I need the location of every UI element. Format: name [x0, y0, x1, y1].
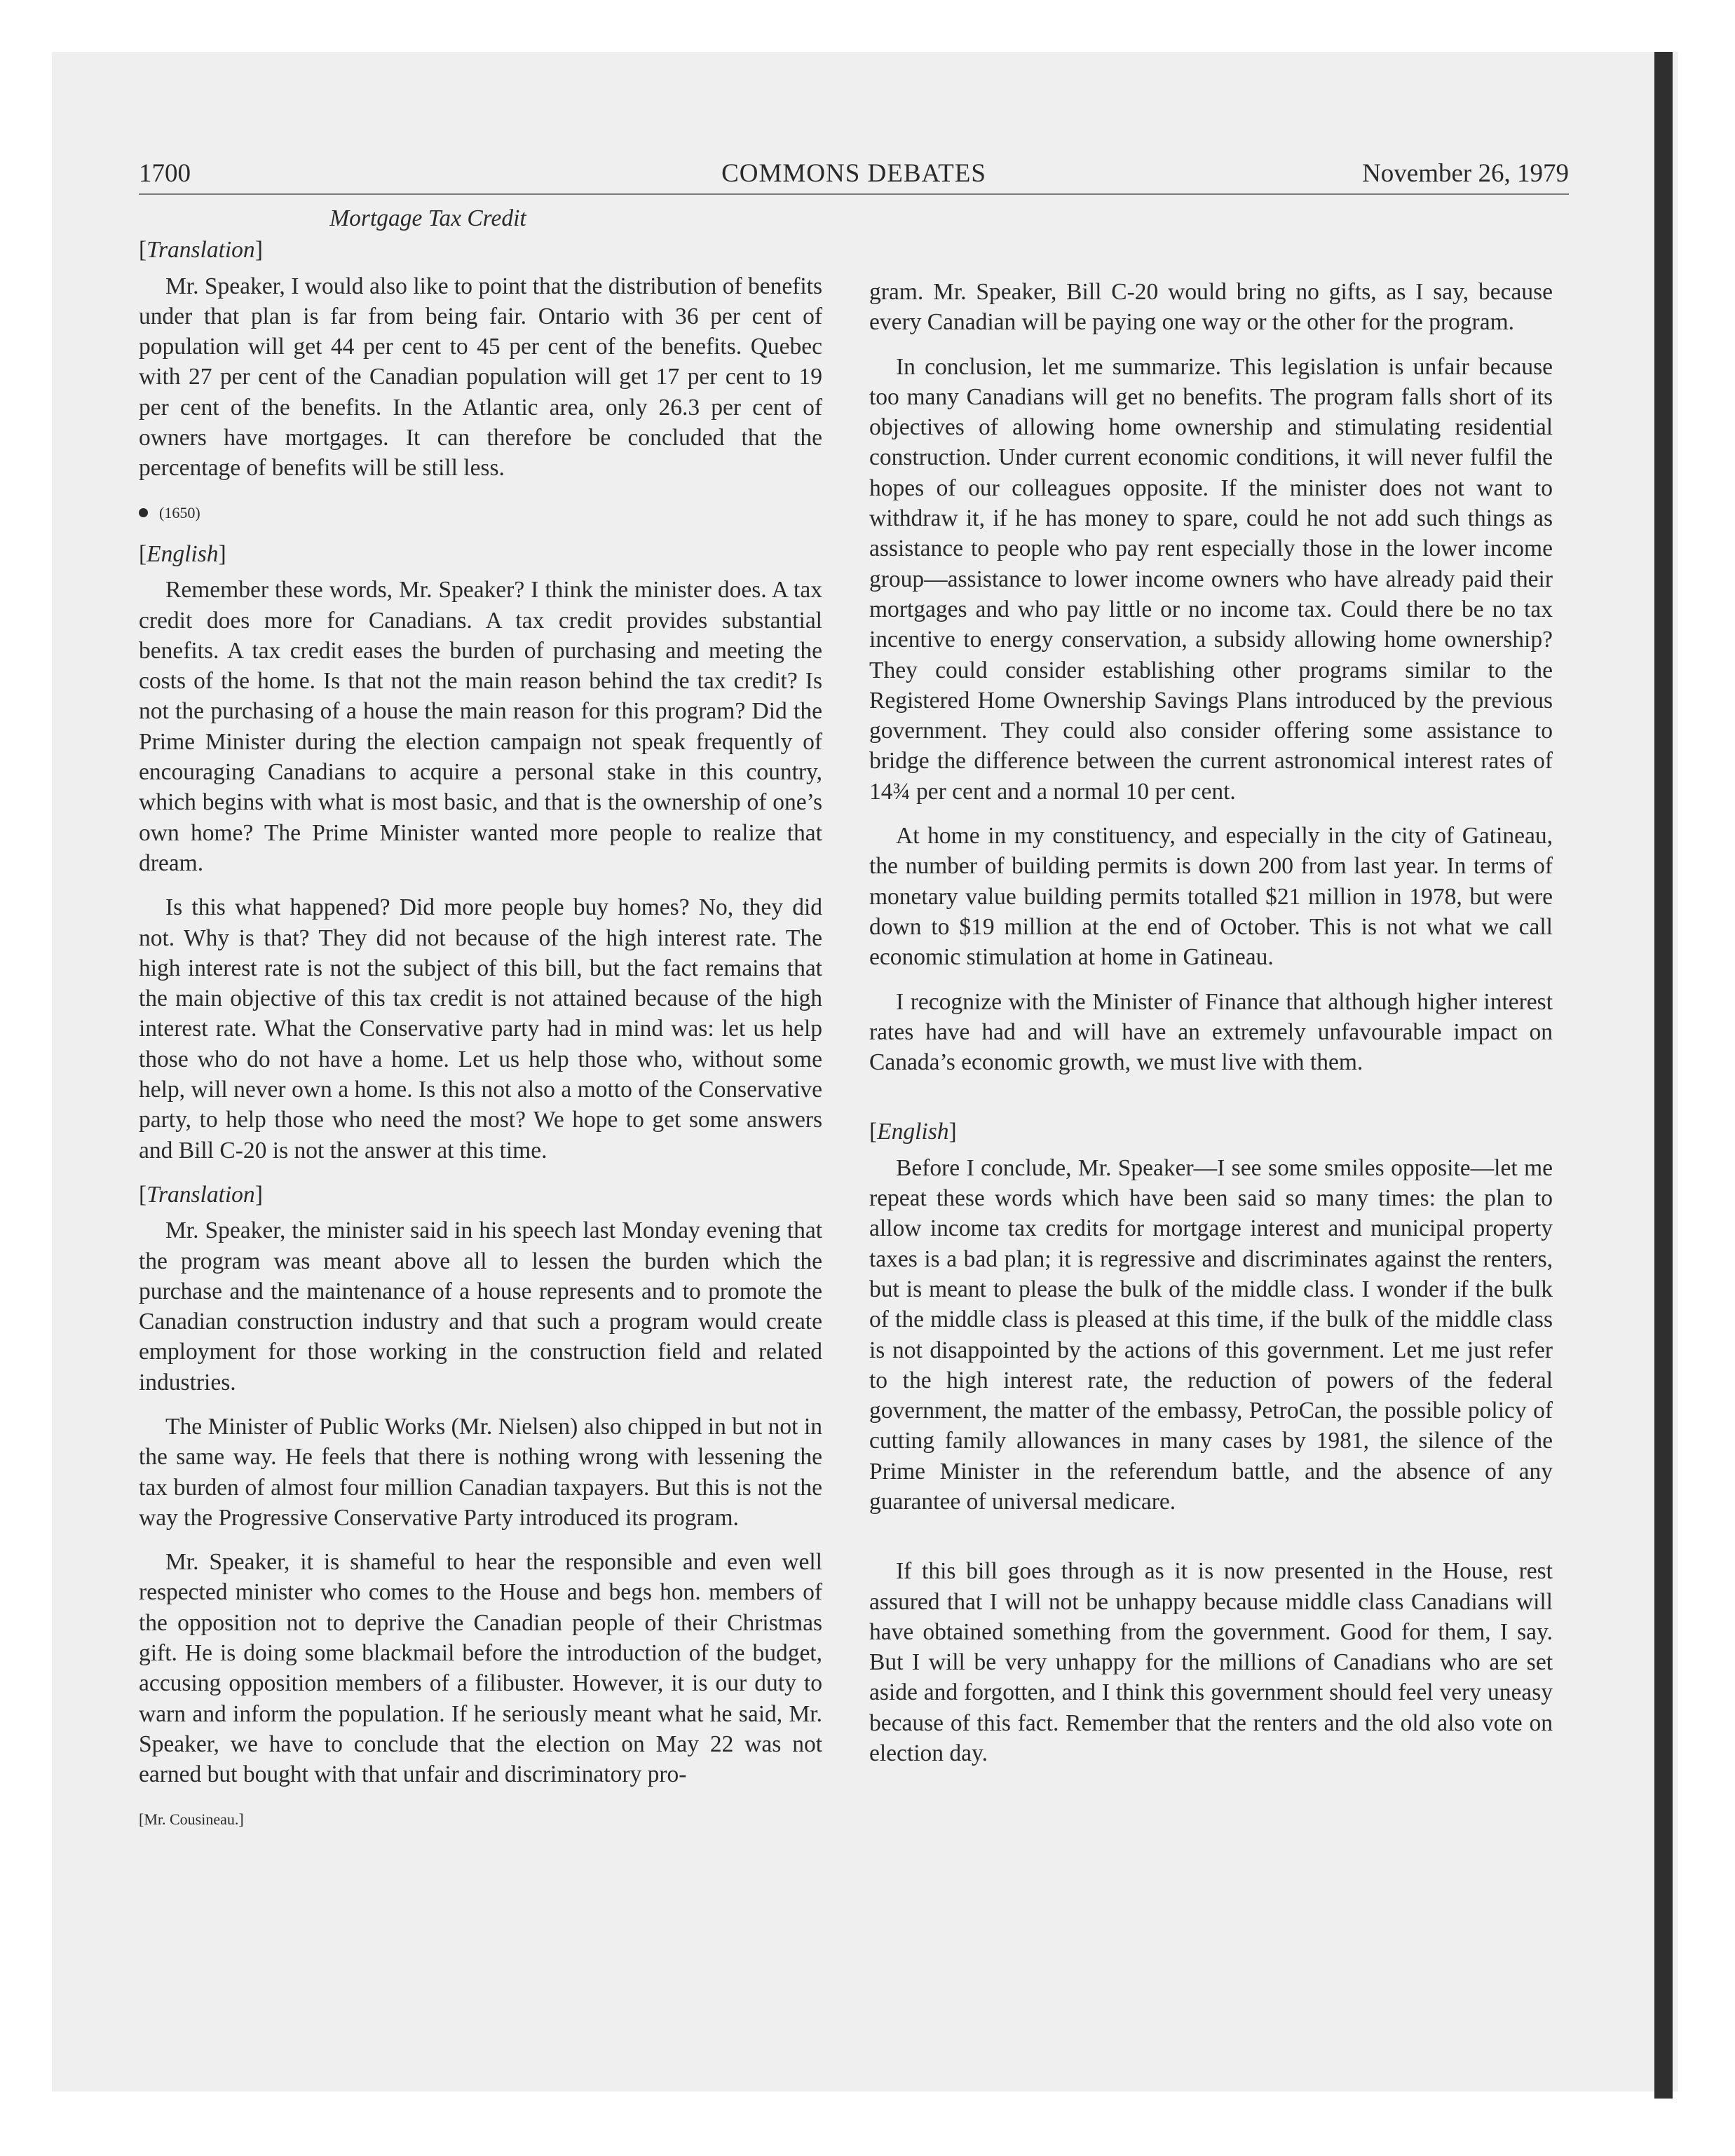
bullet-icon — [139, 508, 148, 517]
paragraph: Mr. Speaker, I would also like to point that the distribution of benefits under that plan is far from being fair. Ontario with 36 per cent of population will get 44 per cent to 45 per cent of the benefits. Quebec with 27 per cent of the Canadian population will get 17 per cent to 19 per cent of the benefits. In the Atlantic area, only 26.3 per cent of owners have mortgages. It can therefore be concluded that the percentage of benefits will be still less. — [139, 273, 822, 482]
time-marker — [139, 498, 822, 528]
left-column — [139, 203, 822, 1834]
language-tag: [English] — [869, 1119, 957, 1145]
language-tag: [English] — [139, 540, 226, 567]
paragraph: The Minister of Public Works (Mr. Nielsen) also chipped in but not in the same way. He feels that there is nothing wrong with lessening the tax burden of almost four million Canadian taxpayers. But this is not the way the Progressive Conservative Party introduced its program. — [139, 1413, 822, 1531]
section-subheading: Mortgage Tax Credit — [329, 205, 526, 231]
right-column — [869, 277, 1553, 1782]
language-tag-text: English — [877, 1119, 949, 1145]
page-number: 1700 — [139, 159, 191, 188]
paragraph: I recognize with the Minister of Finance that although higher interest rates have had and will have an extremely unfavourable impact on Canada’s economic growth, we must live with them. — [869, 988, 1553, 1076]
language-tag-text: Translation — [147, 1181, 255, 1208]
paragraph: Mr. Speaker, it is shameful to hear the responsible and even well respected minister who comes to the House and begs hon. members of the opposition not to deprive the Canadian people of their Christmas gift. He is doing some blackmail before the introduction of the budget, accusing opposition members of a filibuster. However, it is our duty to warn and inform the population. If he seriously meant what he said, Mr. Speaker, we have to conclude that the election on May 22 was not earned but bought with that unfair and discriminatory pro- — [139, 1549, 822, 1788]
page-header — [139, 158, 1569, 195]
page-date: November 26, 1979 — [1362, 159, 1569, 188]
paragraph: At home in my constituency, and especially in the city of Gatineau, the number of building permits is down 200 from last year. In terms of monetary value building permits totalled $21 million in 1978, but were down to $19 million at the end of October. This is not what we call economic stimulation at home in Gatineau. — [869, 823, 1553, 971]
paragraph: Remember these words, Mr. Speaker? I think the minister does. A tax credit does more for Canadians. A tax credit provides substantial benefits. A tax credit eases the burden of purchasing and meeting the costs of the home. Is that not the main reason behind the tax credit? Is not the purchasing of a house the main reason for this program? Did the Prime Minister during the election campaign not speak frequently of encouraging Canadians to acquire a personal stake in this country, which begins with what is most basic, and that is the ownership of one’s own home? The Prime Minister wanted more people to realize that dream. — [139, 577, 822, 876]
paragraph: Is this what happened? Did more people buy homes? No, they did not. Why is that? They did not because of the high interest rate. The high interest rate is not the subject of this bill, but the fact remains that the main objective of this tax credit is not attained because of the high interest rate. What the Conservative party had in mind was: let us help those who do not have a home. Let us help those who, without some help, will never own a home. Is this not also a motto of the Conservative party, to help those who need the most? We hope to get some answers and Bill C-20 is not the answer at this time. — [139, 894, 822, 1164]
language-tag-text: English — [147, 540, 219, 567]
language-tag-text: Translation — [147, 237, 255, 264]
time-marker-text: (1650) — [159, 503, 200, 521]
paragraph: If this bill goes through as it is now presented in the House, rest assured that I will not be unhappy because middle class Canadians will have obtained something from the government. Good for them, I say. But I will be very unhappy for the millions of Canadians who are set aside and forgotten, and I think this government should feel very uneasy because of this fact. Remember that the renters and the old also vote on election day. — [869, 1558, 1553, 1767]
paragraph: gram. Mr. Speaker, Bill C-20 would bring no gifts, as I say, because every Canadian will be paying one way or the other for the program. — [869, 279, 1553, 336]
paragraph: In conclusion, let me summarize. This legislation is unfair because too many Canadians will get no benefits. The program falls short of its objectives of allowing home ownership and stimulating residential construction. Under current economic conditions, it will never fulfil the hopes of our colleagues opposite. If the minister does not want to withdraw it, if he has money to spare, could he not add such things as assistance to people who pay rent especially those in the lower income group—assistance to lower income owners who have already paid their mortgages and who pay little or no income tax. Could there be no tax incentive to energy conservation, a subsidy allowing home ownership? They could consider establishing other programs similar to the Registered Home Ownership Savings Plans introduced by the previous government. They could also consider offering some assistance to bridge the difference between the current astronomical interest rates of 14¾ per cent and a normal 10 per cent. — [869, 353, 1553, 805]
paragraph: Before I conclude, Mr. Speaker—I see some smiles opposite—let me repeat these words which have been said so many times: the plan to allow income tax credits for mortgage interest and municipal property taxes is a bad plan; it is regressive and discriminates against the renters, but is meant to please the bulk of the middle class. I wonder if the bulk of the middle class is pleased at this time, if the bulk of the middle class is not disappointed by the actions of this government. Let me just refer to the high interest rate, the reduction of powers of the federal government, the matter of the embassy, PetroCan, the possible policy of cutting family allowances in many cases by 1981, the silence of the Prime Minister in the referendum battle, and the absence of any guarantee of universal medicare. — [869, 1154, 1553, 1515]
language-tag: [Translation] — [139, 237, 263, 264]
publication-title: COMMONS DEBATES — [721, 159, 986, 188]
paragraph: Mr. Speaker, the minister said in his speech last Monday evening that the program was meant above all to lessen the burden which the purchase and the maintenance of a house represents and to promote the Canadian construction industry and that such a program would create employment for those working in the construction field and related industries. — [139, 1217, 822, 1396]
language-tag: [Translation] — [139, 1181, 263, 1208]
scan-edge-bar — [1654, 52, 1673, 2099]
speaker-note: [Mr. Cousineau.] — [139, 1810, 244, 1828]
